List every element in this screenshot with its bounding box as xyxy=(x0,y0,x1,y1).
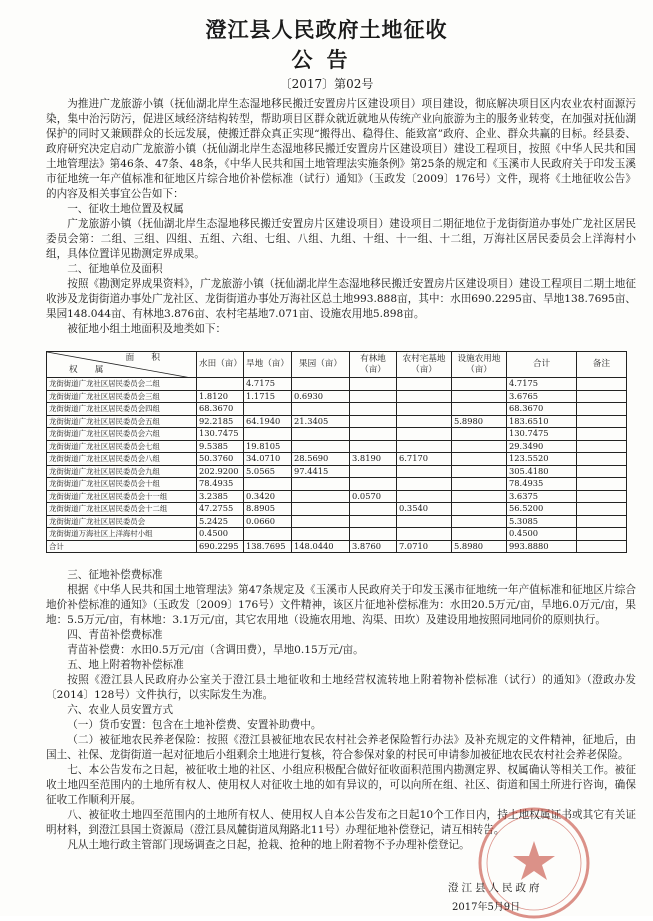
area-cell xyxy=(452,490,507,503)
table-body xyxy=(47,378,627,553)
table-row xyxy=(47,503,627,516)
area-cell: 0.3420 xyxy=(244,490,292,503)
section-1-heading: 一、征收土地位置及权属 xyxy=(67,203,184,215)
table-header-row xyxy=(47,352,627,378)
area-cell: 5.0565 xyxy=(244,465,292,478)
row-owner-cell: 龙街街道万海社区上洋海村小组 xyxy=(47,528,197,541)
area-cell xyxy=(292,528,350,541)
area-cell: 202.9200 xyxy=(197,465,244,478)
column-header: 水田（亩） xyxy=(197,352,244,378)
column-header: 旱地（亩） xyxy=(244,352,292,378)
row-owner-cell: 龙街街道广龙社区居民委员会十二组 xyxy=(47,503,197,516)
area-cell: 0.6930 xyxy=(292,390,350,403)
area-cell: 5.3085 xyxy=(507,515,577,528)
area-cell: 130.7475 xyxy=(197,428,244,441)
area-cell xyxy=(197,378,244,391)
area-cell xyxy=(350,478,397,491)
area-cell: 97.4415 xyxy=(292,465,350,478)
area-cell: 0.3540 xyxy=(397,503,452,516)
section-3-heading: 三、征地补偿费标准 xyxy=(67,569,163,581)
area-cell: 19.8105 xyxy=(244,440,292,453)
area-cell: 3.8760 xyxy=(350,540,397,553)
area-cell xyxy=(292,515,350,528)
section-6-item-1: （一）货币安置：包含在土地补偿费、安置补助费中。 xyxy=(67,719,322,731)
table-caption: 被征地小组土地面积及地类如下： xyxy=(67,323,227,335)
document-number: 〔2017〕第02号 xyxy=(279,77,374,91)
area-cell xyxy=(244,428,292,441)
area-cell xyxy=(244,528,292,541)
area-cell xyxy=(452,378,507,391)
table-corner-header xyxy=(47,352,197,378)
section-1-text: 广龙旅游小镇（抚仙湖北岸生态湿地移民搬迁安置房片区建设项目）建设项目二期征地位于龙街街道办事处广龙社区居民委员会第：二组、三组、四组、五组、六组、七组、八组、九组、十组、十一组、十二组，万海社区居民委员会上洋海村小组，具体位置详见勘测定界成果。 xyxy=(46,218,636,260)
row-owner-cell: 合计 xyxy=(47,540,197,553)
area-cell xyxy=(452,453,507,466)
area-cell xyxy=(397,490,452,503)
area-cell xyxy=(397,528,452,541)
area-cell: 6.7170 xyxy=(397,453,452,466)
area-cell: 5.2425 xyxy=(197,515,244,528)
area-cell xyxy=(350,515,397,528)
area-cell: 28.5690 xyxy=(292,453,350,466)
area-cell xyxy=(452,515,507,528)
table-row xyxy=(47,490,627,503)
table-row xyxy=(47,403,627,416)
area-cell: 3.8190 xyxy=(350,453,397,466)
table-row xyxy=(47,390,627,403)
area-cell xyxy=(350,403,397,416)
row-owner-cell: 龙街街道广龙社区居民委员会五组 xyxy=(47,415,197,428)
area-cell xyxy=(292,428,350,441)
area-cell xyxy=(350,428,397,441)
area-cell xyxy=(350,390,397,403)
area-cell xyxy=(577,390,627,403)
section-8-text: 八、被征收土地四至范围内的土地所有权人、使用权人自本公告发布之日起10个工作日内，持土地权属证书或其它有关证明材料，到澄江县国土资源局（澄江县凤麓街道凤翔路北11号）办理征地补偿登记，请互相转告。 xyxy=(46,809,636,836)
area-cell xyxy=(577,465,627,478)
area-cell: 50.3760 xyxy=(197,453,244,466)
area-cell: 8.8905 xyxy=(244,503,292,516)
area-cell xyxy=(292,440,350,453)
section-2-text: 按照《勘测定界成果资料》，广龙旅游小镇（抚仙湖北岸生态湿地移民搬迁安置房片区建设项目）建设工程项目二期土地征收涉及龙街街道办事处广龙社区、龙街街道办事处万海社区总土地993.888亩，其中：水田690.2295亩、旱地138.7695亩、果园148.044亩、有林地3.876亩、农村宅基地7.071亩、设施农用地5.898亩。 xyxy=(46,278,636,320)
row-owner-cell: 龙街街道广龙社区居民委员会十一组 xyxy=(47,490,197,503)
area-cell: 993.8880 xyxy=(507,540,577,553)
column-header: 设施农用地（亩） xyxy=(452,352,507,378)
area-cell xyxy=(350,465,397,478)
area-cell xyxy=(292,478,350,491)
section-4-text: 青苗补偿费：水田0.5万元/亩（含调田费），旱地0.15万元/亩。 xyxy=(67,644,364,656)
area-cell xyxy=(452,390,507,403)
row-owner-cell: 龙街街道广龙社区居民委员会六组 xyxy=(47,428,197,441)
area-cell xyxy=(577,415,627,428)
area-cell xyxy=(350,503,397,516)
area-cell xyxy=(577,428,627,441)
column-header: 果园（亩） xyxy=(292,352,350,378)
notice-subtitle: 公告 xyxy=(291,47,362,72)
section-5-heading: 五、地上附着物补偿标准 xyxy=(67,659,184,671)
table-row xyxy=(47,378,627,391)
area-cell xyxy=(350,440,397,453)
area-cell: 3.6375 xyxy=(507,490,577,503)
area-cell xyxy=(397,378,452,391)
row-owner-cell: 龙街街道广龙社区居民委员会九组 xyxy=(47,465,197,478)
area-cell: 9.5385 xyxy=(197,440,244,453)
area-cell xyxy=(452,403,507,416)
area-cell xyxy=(397,465,452,478)
area-cell xyxy=(292,490,350,503)
area-cell xyxy=(350,415,397,428)
area-cell xyxy=(577,378,627,391)
area-cell: 29.3490 xyxy=(507,440,577,453)
section-4-heading: 四、青苗补偿费标准 xyxy=(67,629,163,641)
area-cell xyxy=(397,415,452,428)
area-cell xyxy=(452,440,507,453)
area-cell xyxy=(244,478,292,491)
column-header: 合计 xyxy=(507,352,577,378)
area-cell: 7.0710 xyxy=(397,540,452,553)
section-6-item-2: （二）被征地农民养老保险：按照《澄江县被征地农民农村社会养老保险暂行办法》及补充规定的文件精神，征地后，由国土、社保、龙街街道一起对征地后小组剩余土地进行复核，符合参保对象的村民可申请参加被征地农民农村社会养老保险。 xyxy=(46,734,636,761)
area-cell xyxy=(577,515,627,528)
header-owner-label: 权 属 xyxy=(69,365,104,375)
area-cell xyxy=(577,440,627,453)
area-cell: 690.2295 xyxy=(197,540,244,553)
area-cell: 3.6765 xyxy=(507,390,577,403)
area-cell: 138.7695 xyxy=(244,540,292,553)
area-cell: 68.3670 xyxy=(197,403,244,416)
area-cell xyxy=(577,540,627,553)
section-8-note: 凡从土地行政主管部门现场调查之日起，抢栽、抢种的地上附着物不予办理补偿登记。 xyxy=(67,839,470,851)
area-cell xyxy=(292,378,350,391)
area-cell xyxy=(397,478,452,491)
area-cell: 47.2755 xyxy=(197,503,244,516)
area-cell: 4.7175 xyxy=(244,378,292,391)
area-cell: 305.4180 xyxy=(507,465,577,478)
area-cell: 34.0710 xyxy=(244,453,292,466)
row-owner-cell: 龙街街道广龙社区居民委员会四组 xyxy=(47,403,197,416)
area-cell: 123.5520 xyxy=(507,453,577,466)
table-row xyxy=(47,453,627,466)
area-cell: 130.7475 xyxy=(507,428,577,441)
area-cell xyxy=(292,503,350,516)
row-owner-cell: 龙街街道广龙社区居民委员会三组 xyxy=(47,390,197,403)
area-cell xyxy=(397,390,452,403)
area-cell: 0.4500 xyxy=(197,528,244,541)
row-owner-cell: 龙街街道广龙社区居民委员会二组 xyxy=(47,378,197,391)
notice-title: 澄江县人民政府土地征收 xyxy=(205,17,448,42)
area-cell xyxy=(452,503,507,516)
area-cell xyxy=(577,403,627,416)
table-row xyxy=(47,540,627,553)
column-header: 备注 xyxy=(577,352,627,378)
area-cell: 0.0570 xyxy=(350,490,397,503)
notice-body-upper xyxy=(46,97,636,337)
section-3-text: 根据《中华人民共和国土地管理法》第47条规定及《玉溪市人民政府关于印发玉溪市征地统一年产值标准和征地区片综合地价补偿标准的通知》（玉政发〔2009〕176号）文件精神，该区片征地补偿标准为：水田20.5万元/亩，旱地6.0万元/亩，果地：5.5万元/亩，有林地：3.1万元/亩，其它农用地（设施农用地、沟渠、田坎）及建设用地按照同地同价的原则执行。 xyxy=(46,584,636,626)
area-cell xyxy=(452,528,507,541)
table-row xyxy=(47,515,627,528)
area-cell xyxy=(244,403,292,416)
area-cell xyxy=(577,490,627,503)
area-cell: 0.0660 xyxy=(244,515,292,528)
area-cell: 3.2385 xyxy=(197,490,244,503)
row-owner-cell: 龙街街道广龙社区居民委员会十组 xyxy=(47,478,197,491)
area-cell: 1.8120 xyxy=(197,390,244,403)
land-area-table xyxy=(46,351,627,553)
issue-date: 2017年5月9日 xyxy=(452,902,521,913)
table-row xyxy=(47,440,627,453)
section-7-text: 七、本公告发布之日起，被征收土地的社区、小组应积极配合做好征收面积范围内勘测定界、权属确认等相关工作。被征收土地四至范围内的土地所有权人、使用权人对征收土地的如有异议的，可以向所在组、社区、街道和国土所进行咨询，确保征收工作顺利开展。 xyxy=(46,764,636,806)
table-row xyxy=(47,428,627,441)
table-row xyxy=(47,478,627,491)
area-cell: 183.6510 xyxy=(507,415,577,428)
area-cell: 0.4500 xyxy=(507,528,577,541)
area-cell xyxy=(577,528,627,541)
area-cell: 148.0440 xyxy=(292,540,350,553)
header-area-label: 面 积 xyxy=(125,353,160,363)
table-row xyxy=(47,415,627,428)
area-cell xyxy=(397,440,452,453)
area-cell xyxy=(452,465,507,478)
table-row xyxy=(47,465,627,478)
area-cell xyxy=(577,453,627,466)
area-cell xyxy=(397,403,452,416)
issuer-signature: 澄江县人民政府 xyxy=(448,882,543,894)
area-cell xyxy=(397,428,452,441)
area-cell xyxy=(577,503,627,516)
area-cell: 4.7175 xyxy=(507,378,577,391)
area-cell xyxy=(292,403,350,416)
section-5-text: 按照《澄江县人民政府办公室关于澄江县土地征收和土地经营权流转地上附着物补偿标准（试行）的通知》（澄政办发〔2014〕128号）文件执行，以实际发生为准。 xyxy=(46,674,636,701)
table-row xyxy=(47,528,627,541)
column-header: 有林地（亩） xyxy=(350,352,397,378)
area-cell: 78.4935 xyxy=(507,478,577,491)
section-6-heading: 六、农业人员安置方式 xyxy=(67,704,174,716)
area-cell xyxy=(350,378,397,391)
area-cell: 56.5200 xyxy=(507,503,577,516)
area-cell: 21.3405 xyxy=(292,415,350,428)
area-cell xyxy=(452,428,507,441)
row-owner-cell: 龙街街道广龙社区居民委员会八组 xyxy=(47,453,197,466)
area-cell xyxy=(350,528,397,541)
area-cell xyxy=(577,478,627,491)
section-2-heading: 二、征地单位及面积 xyxy=(67,263,163,275)
area-cell xyxy=(397,515,452,528)
row-owner-cell: 龙街街道广龙社区居民委员会 xyxy=(47,515,197,528)
area-cell xyxy=(452,478,507,491)
area-cell: 64.1940 xyxy=(244,415,292,428)
area-cell: 92.2185 xyxy=(197,415,244,428)
area-cell: 1.1715 xyxy=(244,390,292,403)
area-cell: 5.8980 xyxy=(452,540,507,553)
intro-paragraph: 为推进广龙旅游小镇（抚仙湖北岸生态湿地移民搬迁安置房片区建设项目）项目建设，彻底解决项目区内农业农村面源污染，集中治污防污，促进区域经济结构转型，帮助项目区群众就近就地从传统产业向旅游为主的服务业转变，在加强对抚仙湖保护的同时又兼顾群众的长远发展，使搬迁群众真正实现“搬得出、稳得住、能致富”政府、企业、群众共赢的目标。经县委、政府研究决定启动广龙旅游小镇（抚仙湖北岸生态湿地移民搬迁安置房片区建设项目）建设工程项目，按照《中华人民共和国土地管理法》第46条、47条、48条，《中华人民共和国土地管理法实施条例》第25条的规定和《玉溪市人民政府关于印发玉溪市征地统一年产值标准和征地区片综合地价补偿标准（试行）通知》（玉政发〔2009〕176号）文件，现将《土地征收公告》的内容及相关事宜公告如下： xyxy=(46,98,636,200)
area-cell: 68.3670 xyxy=(507,403,577,416)
row-owner-cell: 龙街街道广龙社区居民委员会七组 xyxy=(47,440,197,453)
column-header: 农村宅基地（亩） xyxy=(397,352,452,378)
area-cell: 5.8980 xyxy=(452,415,507,428)
area-cell: 78.4935 xyxy=(197,478,244,491)
